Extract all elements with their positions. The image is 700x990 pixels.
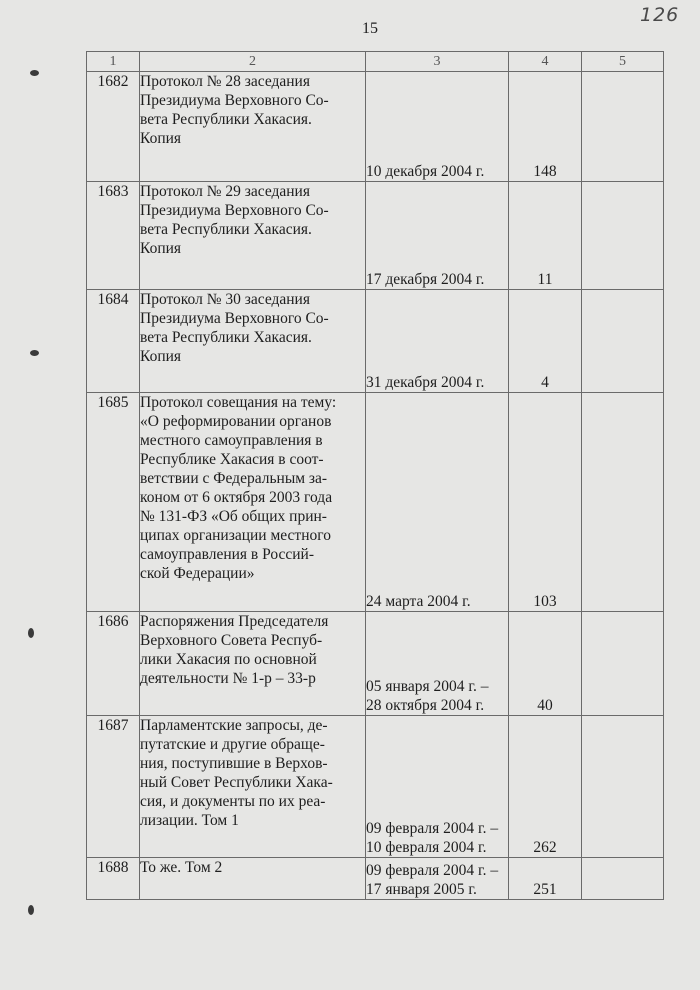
item-note [582,182,664,290]
item-number: 1686 [87,612,140,716]
punch-hole-mark [30,70,39,76]
column-header: 5 [582,52,664,72]
table-row [87,858,664,900]
column-header: 4 [509,52,582,72]
item-number: 1687 [87,716,140,858]
item-number: 1688 [87,858,140,900]
item-note [582,393,664,612]
item-sheets: 148 [509,72,582,182]
item-title: Протокол совещания на тему: «О реформировании органов местного самоуправления в Республике Хакасия в соот- ветствии с Федеральным за- коном от 6 октября 2003 года № 131-ФЗ «Об общих прин- ципах организации местного самоуправления в Россий- ской Федерации» [140,393,366,612]
item-title: Протокол № 29 заседания Президиума Верховного Со- вета Республики Хакасия. Копия [140,182,366,290]
item-date: 09 февраля 2004 г. – 10 февраля 2004 г. [366,716,509,858]
item-note [582,858,664,900]
table-row [87,612,664,716]
item-sheets: 40 [509,612,582,716]
item-title: То же. Том 2 [140,858,366,900]
table-row [87,72,664,182]
item-date: 17 декабря 2004 г. [366,182,509,290]
item-note [582,716,664,858]
item-date: 31 декабря 2004 г. [366,290,509,393]
column-header: 2 [140,52,366,72]
item-number: 1683 [87,182,140,290]
item-note [582,612,664,716]
inventory-table [86,51,664,900]
item-title: Протокол № 28 заседания Президиума Верховного Со- вета Республики Хакасия. Копия [140,72,366,182]
punch-hole-mark [28,628,34,638]
item-number: 1682 [87,72,140,182]
item-note [582,290,664,393]
item-sheets: 262 [509,716,582,858]
item-sheets: 4 [509,290,582,393]
table-row [87,182,664,290]
item-title: Парламентские запросы, де- путатские и другие обраще- ния, поступившие в Верхов- ный Совет Республики Хака- сия, и документы по их реа- лизации. Том 1 [140,716,366,858]
column-header: 3 [366,52,509,72]
table-row [87,716,664,858]
item-sheets: 11 [509,182,582,290]
column-header: 1 [87,52,140,72]
item-number: 1684 [87,290,140,393]
table-row [87,393,664,612]
item-sheets: 103 [509,393,582,612]
item-number: 1685 [87,393,140,612]
page-number: 15 [362,20,378,37]
item-date: 10 декабря 2004 г. [366,72,509,182]
item-sheets: 251 [509,858,582,900]
table-header-row [87,52,664,72]
item-date: 05 января 2004 г. – 28 октября 2004 г. [366,612,509,716]
item-title: Протокол № 30 заседания Президиума Верховного Со- вета Республики Хакасия. Копия [140,290,366,393]
item-title: Распоряжения Председателя Верховного Совета Респуб- лики Хакасия по основной деятельности № 1-р – 33-р [140,612,366,716]
punch-hole-mark [28,905,34,915]
table-row [87,290,664,393]
archive-sheet-number: 126 [640,4,680,26]
item-note [582,72,664,182]
item-date: 09 февраля 2004 г. – 17 января 2005 г. [366,858,509,900]
punch-hole-mark [30,350,39,356]
item-date: 24 марта 2004 г. [366,393,509,612]
